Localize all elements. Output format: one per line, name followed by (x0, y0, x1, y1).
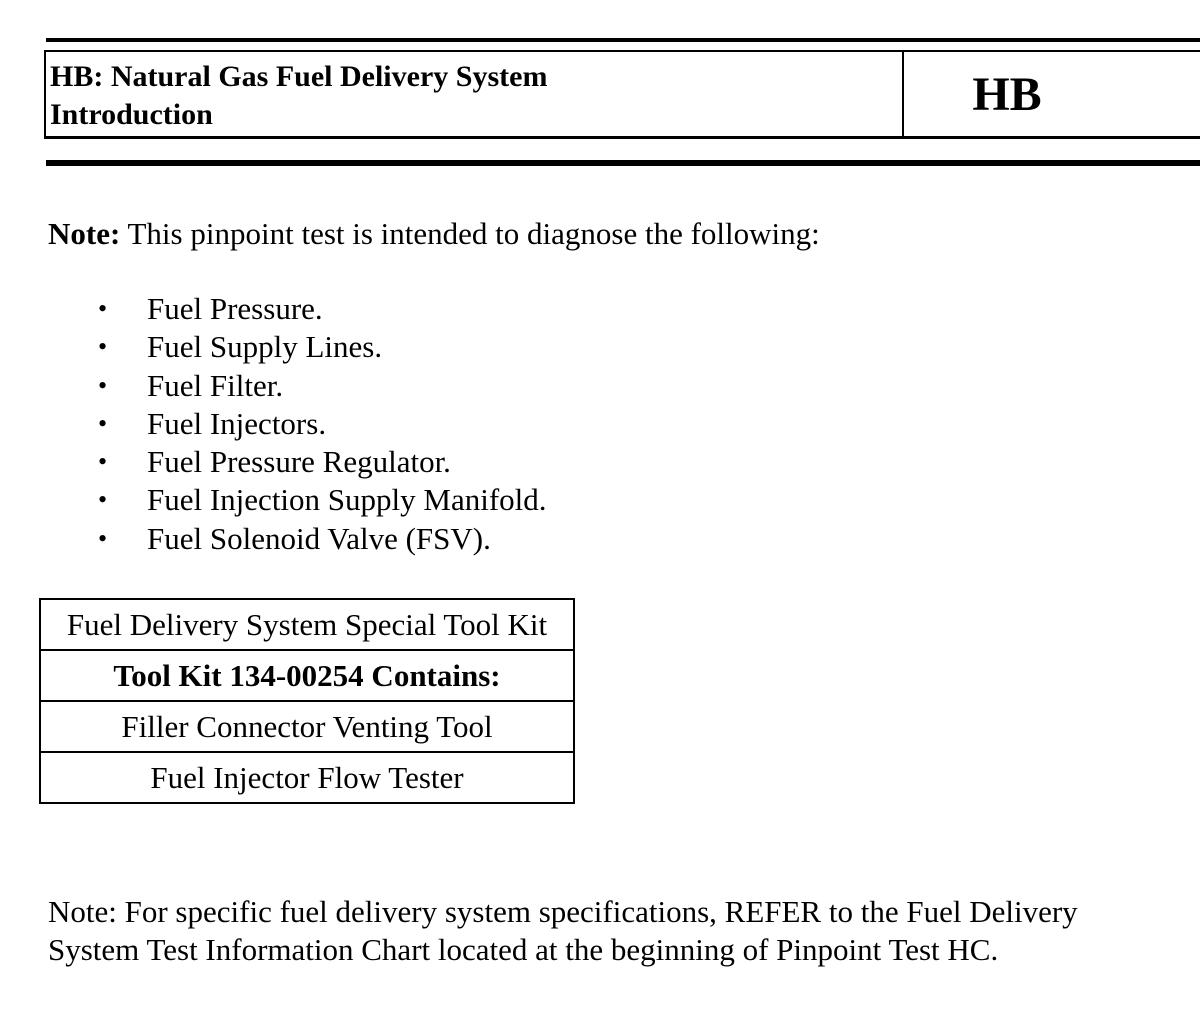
tool-kit-table (39, 598, 575, 804)
intro-note (48, 214, 820, 254)
list-item-text: Fuel Pressure. (147, 291, 323, 326)
bullet-icon: • (98, 447, 108, 477)
list-item (0, 367, 547, 405)
list-item (0, 290, 547, 328)
table-row (40, 752, 574, 803)
list-item-text: Fuel Pressure Regulator. (147, 444, 451, 480)
list-item (0, 328, 547, 366)
list-item-text: Fuel Injectors. (147, 405, 327, 441)
bullet-icon: • (98, 485, 108, 515)
footer-note-line2: System Test Information Chart located at the beginning of Pinpoint Test HC. (48, 932, 999, 967)
section-header (44, 50, 1200, 139)
top-rule (46, 38, 1200, 42)
header-divider (46, 160, 1200, 166)
list-item-text: Fuel Supply Lines. (147, 329, 383, 365)
intro-note-text: This pinpoint test is intended to diagnose the following: (127, 216, 820, 251)
tool-kit-title: Fuel Delivery System Special Tool Kit (40, 599, 574, 650)
tool-kit-heading: Tool Kit 134-00254 Contains: (40, 650, 574, 701)
section-code: HB (972, 67, 1042, 121)
list-item (0, 405, 547, 443)
list-item (0, 520, 547, 558)
list-item (0, 443, 547, 481)
footer-note (48, 893, 1178, 969)
bullet-icon: • (98, 294, 108, 323)
section-title-line2: Introduction (50, 98, 213, 131)
table-row (40, 701, 574, 752)
bullet-icon: • (98, 523, 108, 553)
tool-item: Filler Connector Venting Tool (40, 701, 574, 752)
bullet-icon: • (98, 408, 108, 438)
list-item-text: Fuel Injection Supply Manifold. (147, 482, 547, 518)
bullet-icon: • (98, 370, 108, 400)
table-row (40, 599, 574, 650)
footer-note-line1: Note: For specific fuel delivery system specifications, REFER to the Fuel Delivery (48, 894, 1078, 929)
tool-item: Fuel Injector Flow Tester (40, 752, 574, 803)
table-row (40, 650, 574, 701)
list-item-text: Fuel Solenoid Valve (FSV). (147, 520, 491, 556)
section-title (46, 52, 904, 136)
list-item (0, 481, 547, 519)
list-item-text: Fuel Filter. (147, 367, 284, 403)
bullet-icon: • (98, 332, 108, 362)
section-title-line1: HB: Natural Gas Fuel Delivery System (50, 60, 548, 93)
intro-note-label: Note: (48, 216, 121, 251)
diagnosis-list (0, 290, 547, 558)
